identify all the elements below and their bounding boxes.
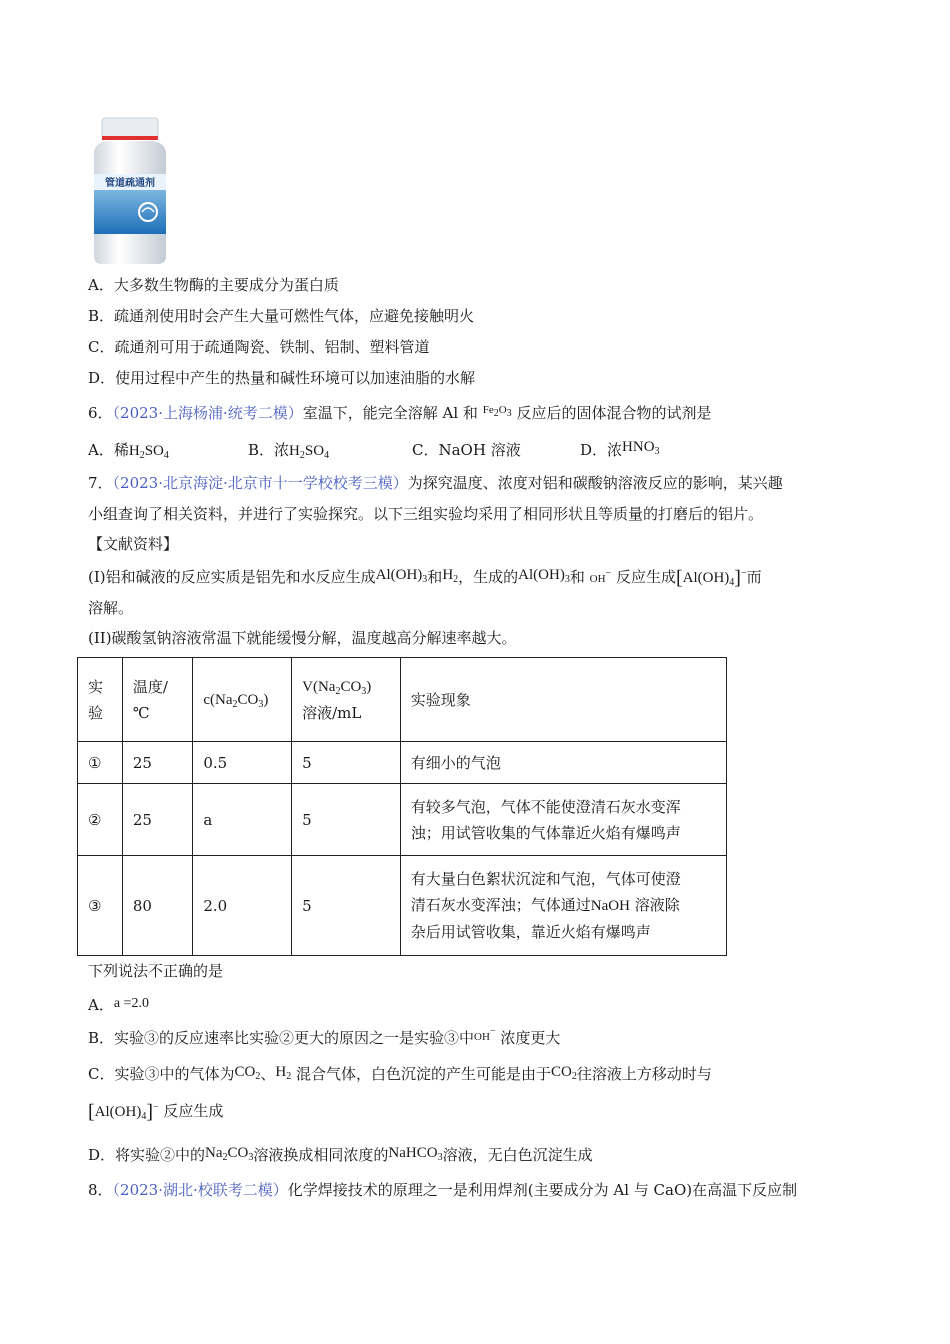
q7-number: 7． [88, 474, 113, 492]
row-id: ① [78, 742, 123, 784]
formula-aloh4-minus: $[Al(OH)_4]^-$ [675, 567, 747, 589]
ref1-text-d: 和 [569, 568, 585, 586]
formula-co2: $CO_2$ [550, 1064, 577, 1082]
ref1-text-c: ，生成的 [458, 568, 519, 586]
q7-reference-1-end: 溶解。 [88, 599, 134, 617]
q7-stem-line1 [88, 472, 783, 494]
q6-number: 6． [88, 404, 113, 422]
row-observation-line [411, 892, 716, 919]
q5-option-d: D．使用过程中产生的热量和碱性环境可以加速油脂的水解 [88, 369, 476, 387]
q6-options [88, 436, 660, 462]
q6-stem-text-a: 室温下，能完全溶解 Al 和 [302, 404, 478, 422]
q7-reference-2: (II)碳酸氢钠溶液常温下就能缓慢分解，温度越高分解速率越大。 [88, 629, 517, 647]
obs-text-a: 清石灰水变浑浊；气体通过 [410, 896, 591, 914]
q6-stem-text-b: 反应后的固体混合物的试剂是 [516, 404, 712, 422]
q7-option-d-text-a: D．将实验②中的 [88, 1146, 206, 1164]
row-observation-line: 杂后用试管收集，靠近火焰有爆鸣声 [410, 923, 651, 941]
row-observation-line: 有较多气泡，气体不能使澄清石灰水变浑 [410, 797, 681, 816]
q8-source: （2023·湖北·校联考二模） [112, 1181, 288, 1199]
header-temperature [122, 658, 192, 742]
formula-h2: $H_2$ [275, 1064, 292, 1082]
q7-option-b-text-a: B．实验③的反应速率比实验②更大的原因之一是实验③中 [88, 1029, 475, 1047]
q7-reference-title: 【文献资料】 [88, 535, 179, 553]
q6-source: （2023·上海杨浦·统考二模） [112, 404, 303, 422]
formula-h2so4: $H_2SO_4$ [128, 443, 169, 461]
q6-option-b [248, 439, 412, 462]
row-observation: 有细小的气泡 [400, 742, 726, 784]
q7-question: 下列说法不正确的是 [88, 962, 224, 980]
formula-nahco3: NaHCO$_3$ [388, 1145, 443, 1163]
q8-stem [88, 1179, 797, 1201]
q6-stem [88, 399, 711, 424]
q7-option-a-expr: a =2.0 [113, 996, 149, 1011]
formula-fe2o3: Fe2O3 [482, 404, 512, 419]
header-observation: 实验现象 [400, 658, 726, 742]
q7-option-d-text-b: 溶液换成相同浓度的 [253, 1146, 389, 1164]
row-conc: 0.5 [193, 742, 292, 784]
header-temperature-unit: ℃ [132, 703, 150, 722]
q7-option-d-text-c: 溶液，无白色沉淀生成 [442, 1146, 593, 1164]
q7-option-b [88, 1026, 560, 1049]
row-conc: 2.0 [193, 856, 292, 956]
q7-source: （2023·北京海淀·北京市十一学校校考三模） [112, 474, 408, 492]
q7-reference-1 [88, 564, 762, 590]
row-observation [400, 784, 726, 856]
q7-stem-text-1: 为探究温度、浓度对铝和碳酸钠溶液反应的影响，某兴趣 [407, 474, 783, 492]
formula-aloh3: $Al(OH)_3$ [375, 567, 428, 585]
q6-option-d [580, 441, 660, 459]
ref1-text-e: 反应生成 [615, 568, 676, 586]
table-row [78, 742, 727, 784]
q7-option-c-continued [88, 1100, 223, 1123]
row-id: ② [78, 784, 123, 856]
q6-option-d-text: D．浓 [580, 441, 623, 459]
q7-option-d [88, 1142, 593, 1166]
header-volume [292, 658, 401, 742]
formula-oh-minus: OH− [474, 1026, 496, 1043]
table-header-row [78, 658, 727, 742]
table-row [78, 856, 727, 956]
header-experiment-text: 实验 [88, 677, 104, 722]
q8-number: 8． [88, 1181, 113, 1199]
q7-option-c-text-d: 反应生成 [163, 1102, 224, 1120]
formula-h2so4: $H_2SO_4$ [289, 443, 330, 461]
formula-naoh: NaOH [590, 898, 630, 914]
q5-option-a: A．大多数生物酶的主要成分为蛋白质 [88, 276, 339, 294]
obs-text-b: 溶液除 [634, 896, 680, 914]
q7-option-a-label: A． [88, 996, 114, 1014]
bottle-label: 管道疏通剂 [105, 178, 155, 189]
formula-h2: $H_2$ [442, 567, 459, 585]
ref1-text-f: 而 [746, 568, 762, 586]
q7-option-c: C．实验③中的气体为$CO_2$、$H_2$ 混合气体，白色沉淀的产生可能是由于$CO_2$往溶液上方移动时与 [88, 1064, 712, 1083]
experiment-table [77, 657, 727, 956]
q6-option-a [88, 439, 248, 462]
header-volume-unit: 溶液/mL [302, 703, 362, 722]
q5-option-c: C．疏通剂可用于疏通陶瓷、铁制、铝制、塑料管道 [88, 338, 430, 356]
header-concentration [193, 658, 292, 742]
header-experiment [78, 658, 123, 742]
formula-aloh3: $Al(OH)_3$ [518, 567, 570, 585]
row-observation-line: 浊；用试管收集的气体靠近火焰有爆鸣声 [410, 823, 681, 842]
row-conc: a [193, 784, 292, 856]
q6-option-a-text: A．稀 [88, 441, 129, 459]
row-vol: 5 [292, 856, 401, 956]
formula-c-na2co3: $c(Na_2CO_3)$ [203, 692, 269, 710]
q8-stem-text: 化学焊接技术的原理之一是利用焊剂(主要成分为 Al 与 CaO)在高温下反应制 [287, 1181, 798, 1199]
formula-oh-minus: OH− [589, 568, 612, 585]
q7-option-c-text-c: 往溶液上方移动时与 [576, 1065, 712, 1083]
q5-option-b: B．疏通剂使用时会产生大量可燃性气体，应避免接触明火 [88, 307, 475, 325]
q7-option-a [88, 993, 149, 1016]
formula-co2: $CO_2$ [234, 1064, 261, 1082]
formula-v-na2co3: $V(Na_2CO_3)$ [302, 678, 372, 697]
q7-option-b-text-b: 浓度更大 [500, 1029, 561, 1047]
q7-option-c-text-b: 混合气体，白色沉淀的产生可能是由于 [295, 1065, 551, 1083]
q7-stem-line2: 小组查询了相关资料，并进行了实验探究。以下三组实验均采用了相同形状且等质量的打磨后的铝片。 [88, 505, 764, 523]
formula-aloh4-minus: $[Al(OH)_4]^-$ [88, 1101, 159, 1123]
row-temp: 25 [122, 784, 192, 856]
row-temp: 25 [122, 742, 192, 784]
q7-option-c-text-a: C．实验③中的气体为 [88, 1065, 235, 1083]
row-temp: 80 [122, 856, 192, 956]
row-observation-line: 有大量白色絮状沉淀和气泡，气体可使澄 [410, 870, 681, 888]
formula-na2co3: $Na_2CO_3$ [205, 1145, 254, 1163]
table-row [78, 784, 727, 856]
row-vol: 5 [292, 784, 401, 856]
drain-cleaner-bottle-image [86, 116, 174, 266]
formula-hno3: $HNO_3$ [622, 439, 660, 457]
q6-option-c: C．NaOH 溶液 [412, 441, 521, 459]
row-observation [400, 856, 726, 956]
ref1-text-a: (I)铝和碱液的反应实质是铝先和水反应生成 [88, 568, 376, 586]
ref1-text-b: 和 [427, 568, 443, 586]
row-id: ③ [78, 856, 123, 956]
row-vol: 5 [292, 742, 401, 784]
header-temperature-text: 温度/ [132, 677, 168, 696]
q6-option-b-text: B．浓 [248, 441, 290, 459]
